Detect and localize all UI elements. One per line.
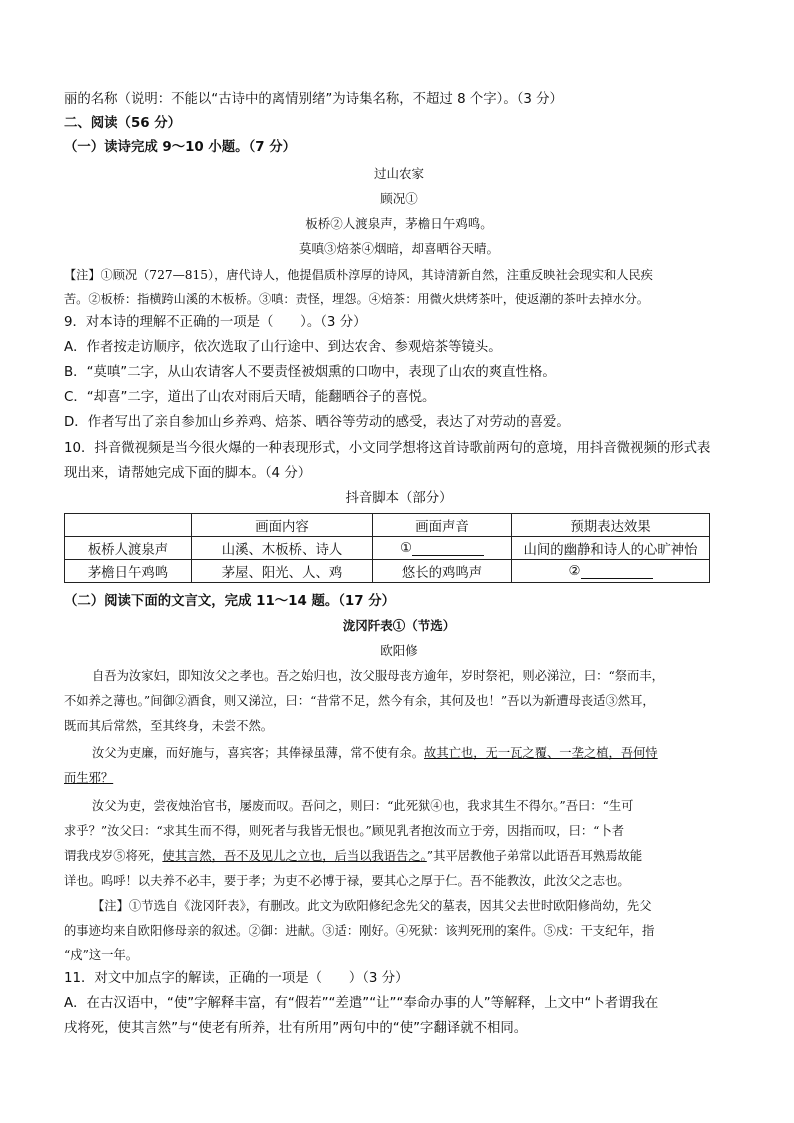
q9-option-b: B．“莫嗔”二字，从山农请客人不要责怪被烟熏的口吻中，表现了山农的爽直性格。 bbox=[64, 365, 556, 380]
answer-blank-cell[interactable] bbox=[512, 560, 710, 583]
essay-author: 欧阳修 bbox=[380, 643, 418, 658]
intro-line: 丽的名称（说明：不能以“古诗中的离情别绪”为诗集名称，不超过 8 个字）。（3 分） bbox=[64, 92, 563, 107]
essay-text: 谓我戌岁⑤将死， bbox=[64, 849, 163, 863]
table-header-row bbox=[65, 514, 710, 537]
answer-blank[interactable] bbox=[412, 541, 484, 556]
poem-title: 过山农家 bbox=[373, 166, 424, 181]
essay-paragraph-1-line-2: 不如养之薄也。”间御②酒食，则又涕泣，曰：“昔常不足，然今有余，其何及也！”吾以为新遭母丧适③然耳， bbox=[64, 694, 655, 708]
table-row bbox=[65, 537, 710, 560]
script-table-title: 抖音脚本（部分） bbox=[345, 491, 453, 506]
essay-paragraph-3-line-3 bbox=[64, 847, 744, 865]
section-title: 二、阅读（56 分） bbox=[64, 116, 182, 131]
essay-title: 泷冈阡表①（节选） bbox=[342, 618, 456, 633]
q9-stem: 9．对本诗的理解不正确的一项是（ ）。（3 分） bbox=[64, 315, 367, 330]
essay-paragraph-1-line-3: 既而其后常然，至其终身，未尝不然。 bbox=[64, 719, 274, 733]
essay-paragraph-3-line-1: 汝父为吏，尝夜烛治官书，屡废而叹。吾问之，则曰：“此死狱④也，我求其生不得尔。”吾曰：“生可 bbox=[92, 799, 634, 813]
underlined-sentence: 使其言然，吾不及见儿之立也，后当以我语告之。 bbox=[162, 849, 427, 863]
table-cell: 山间的幽静和诗人的心旷神怡 bbox=[512, 537, 710, 560]
q10-stem-line-1: 10．抖音微视频是当今很火爆的一种表现形式，小文同学想将这首诗歌前两句的意境，用抖音微视频的形式表 bbox=[64, 441, 711, 456]
q11-option-a-line-1: A．在古汉语中，“使”字解释丰富，有“假若”“差遣”“让”“奉命办事的人”等解释，上文中“卜者谓我在 bbox=[64, 996, 659, 1011]
poem-line-2: 莫嗔③焙茶④烟暗，却喜晒谷天晴。 bbox=[298, 241, 499, 256]
essay-note-line-3: “戍”这一年。 bbox=[64, 948, 139, 962]
essay-paragraph-3-line-2: 求乎？”汝父曰：“求其生而不得，则死者与我皆无恨也。”顾见乳者抱汝而立于旁，因指而叹，曰：“卜者 bbox=[64, 824, 625, 838]
essay-paragraph-2-line-1 bbox=[92, 744, 742, 762]
script-table bbox=[64, 513, 710, 583]
table-header-cell bbox=[65, 514, 192, 537]
q11-stem: 11．对文中加点字的解读，正确的一项是（ ）（3 分） bbox=[64, 971, 409, 986]
blank-marker: ② bbox=[568, 563, 581, 579]
part1-title: （一）读诗完成 9～10 小题。（7 分） bbox=[64, 140, 297, 155]
essay-paragraph-3-line-4: 详也。呜呼！以夫养不必丰，要于孝；为吏不必博于禄，要其心之厚于仁。吾不能教汝，此汝父之志也。 bbox=[64, 874, 630, 888]
table-cell: 悠长的鸡鸣声 bbox=[373, 560, 512, 583]
table-header-cell: 画面声音 bbox=[373, 514, 512, 537]
blank-marker: ① bbox=[399, 540, 412, 556]
q9-option-c: C．“却喜”二字，道出了山农对雨后天晴，能翻晒谷子的喜悦。 bbox=[64, 390, 436, 405]
essay-note-line-1: 【注】①节选自《泷冈阡表》，有删改。此文为欧阳修纪念先父的墓表，因其父去世时欧阳修尚幼，先父 bbox=[92, 899, 652, 913]
answer-blank[interactable] bbox=[581, 564, 653, 579]
poem-line-1: 板桥②人渡泉声，茅檐日午鸡鸣。 bbox=[305, 216, 493, 231]
answer-blank-cell[interactable] bbox=[373, 537, 512, 560]
table-cell: 茅檐日午鸡鸣 bbox=[65, 560, 192, 583]
essay-note-line-2: 的事迹均来自欧阳修母亲的叙述。②御：进献。③适：刚好。④死狱：该判死刑的案件。⑤戍：干支纪年，指 bbox=[64, 924, 655, 938]
table-cell: 山溪、木板桥、诗人 bbox=[192, 537, 373, 560]
q10-stem-line-2: 现出来，请帮她完成下面的脚本。（4 分） bbox=[64, 466, 312, 481]
part2-title: （二）阅读下面的文言文，完成 11～14 题。（17 分） bbox=[64, 594, 395, 609]
q9-option-a: A．作者按走访顺序，依次选取了山行途中、到达农舍、参观焙茶等镜头。 bbox=[64, 340, 502, 355]
essay-text: 汝父为吏廉，而好施与，喜宾客；其俸禄虽薄，常不使有余。 bbox=[92, 746, 425, 760]
table-cell: 板桥人渡泉声 bbox=[65, 537, 192, 560]
q9-option-d: D．作者写出了亲自参加山乡养鸡、焙茶、晒谷等劳动的感受，表达了对劳动的喜爱。 bbox=[64, 415, 570, 430]
q11-option-a-line-2: 戌将死，使其言然”与“使老有所养，壮有所用”两句中的“使”字翻译就不相同。 bbox=[64, 1021, 528, 1036]
underlined-sentence: 故其亡也，无一瓦之覆、一垄之植，吾何恃 bbox=[424, 746, 658, 760]
poem-author: 顾况① bbox=[380, 191, 418, 206]
essay-text: ”其平居教他子弟常以此语吾耳熟焉故能 bbox=[426, 849, 643, 863]
table-row bbox=[65, 560, 710, 583]
essay-paragraph-1-line-1: 自吾为汝家妇，即知汝父之孝也。吾之始归也，汝父服母丧方逾年，岁时祭祀，则必涕泣，曰：“祭而丰， bbox=[92, 669, 664, 683]
poem-note-line-1: 【注】①顾况（727—815），唐代诗人，他提倡质朴淳厚的诗风，其诗清新自然，注重反映社会现实和人民疾 bbox=[64, 268, 653, 282]
poem-note-line-2: 苦。②板桥：指横跨山溪的木板桥。③嗔：责怪，埋怨。④焙茶：用微火烘烤茶叶，使返潮的茶叶去掉水分。 bbox=[64, 292, 649, 306]
essay-paragraph-2-line-2: 而生邪？ bbox=[64, 771, 114, 785]
table-header-cell: 预期表达效果 bbox=[512, 514, 710, 537]
table-cell: 茅屋、阳光、人、鸡 bbox=[192, 560, 373, 583]
table-header-cell: 画面内容 bbox=[192, 514, 373, 537]
